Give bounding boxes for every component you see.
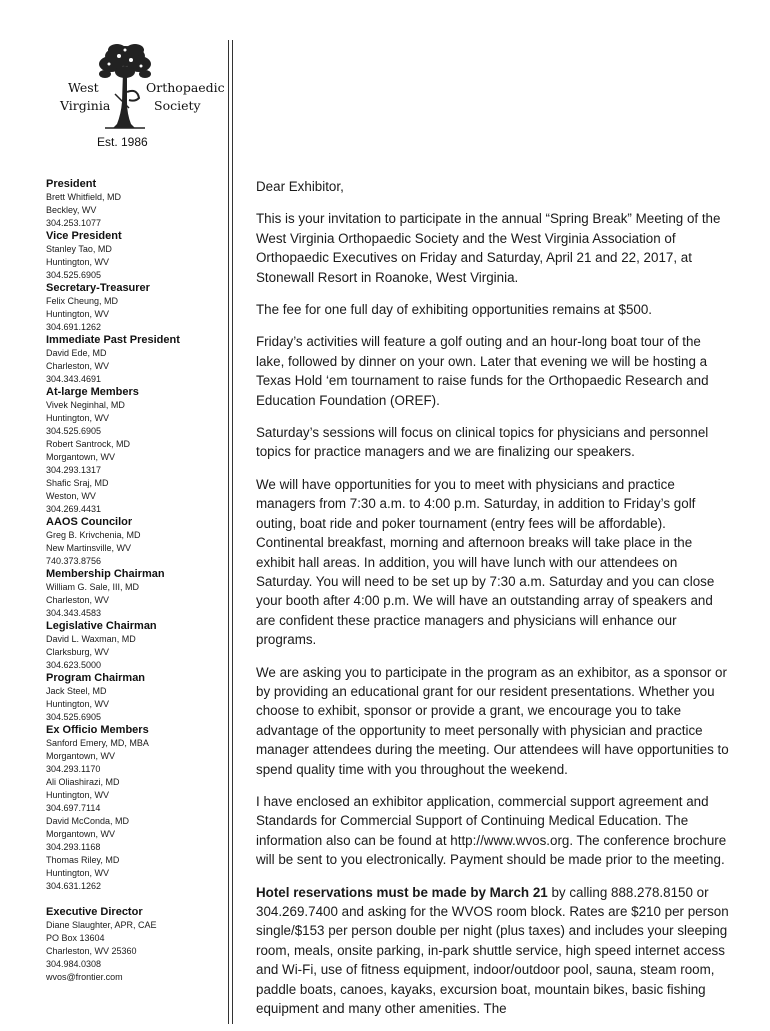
- officer-detail: Huntington, WV: [46, 790, 110, 800]
- officer-detail: Stanley Tao, MD: [46, 244, 112, 254]
- paragraph-enclosures: I have enclosed an exhibitor application, commercial support agreement and Standards for Commercial Support of Continuing Medical Education. The information also can be found at http://www.wvos.org. The conference brochure will be sent to you electronically. Payment should be made prior to the meeting.: [256, 793, 727, 868]
- paragraph-hotel: [256, 883, 732, 1019]
- officer-role: Vice President: [46, 230, 122, 242]
- officer-detail: Felix Cheung, MD: [46, 296, 119, 306]
- officer-detail: Thomas Riley, MD: [46, 855, 120, 865]
- officer-role: Program Chairman: [46, 672, 146, 684]
- officer-detail: 304.293.1317: [46, 465, 102, 475]
- officer-detail: William G. Sale, III, MD: [46, 582, 140, 592]
- logo-word-virginia: Virginia: [60, 98, 111, 113]
- executive-detail: Diane Slaughter, APR, CAE: [46, 920, 157, 930]
- established-year: Est. 1986: [97, 135, 148, 149]
- officer-detail: 304.343.4583: [46, 608, 102, 618]
- officer-detail: 304.697.7114: [46, 803, 101, 813]
- officer-detail: Huntington, WV: [46, 868, 110, 878]
- officer-detail: David L. Waxman, MD: [46, 634, 136, 644]
- officer-detail: 304.269.4431: [46, 504, 102, 514]
- logo-word-society: Society: [154, 98, 201, 113]
- officer-detail: Shafic Sraj, MD: [46, 478, 109, 488]
- officer-detail: Robert Santrock, MD: [46, 439, 131, 449]
- officer-role: AAOS Councilor: [46, 516, 133, 528]
- officer-detail: Brett Whitfield, MD: [46, 192, 122, 202]
- officer-role: At-large Members: [46, 386, 139, 398]
- executive-detail: PO Box 13604: [46, 933, 105, 943]
- officer-detail: Morgantown, WV: [46, 751, 116, 761]
- logo-word-west: West: [68, 80, 99, 95]
- officer-detail: 304.293.1168: [46, 842, 101, 852]
- society-logo: [50, 42, 225, 154]
- executive-detail: Charleston, WV 25360: [46, 946, 137, 956]
- officer-detail: 304.525.6905: [46, 712, 102, 722]
- officer-detail: Huntington, WV: [46, 413, 110, 423]
- logo-word-orthopaedic: Orthopaedic: [146, 80, 225, 95]
- officer-detail: Vivek Neginhal, MD: [46, 400, 125, 410]
- officer-detail: Clarksburg, WV: [46, 647, 110, 657]
- officer-detail: 304.293.1170: [46, 764, 101, 774]
- paragraph-friday: Friday’s activities will feature a golf outing and an hour-long boat tour of the lake, followed by dinner on your own. Later that evening we will be hosting a Texas Hold ‘em tournament to raise funds for the Orthopaedic Research and Education Foundation (OREF).: [256, 334, 709, 408]
- salutation: Dear Exhibitor,: [256, 179, 344, 194]
- paragraph-invitation: This is your invitation to participate in the annual “Spring Break” Meeting of the West Virginia Orthopaedic Society and the West Virginia Association of Orthopaedic Executives on Friday and Saturday, April 21 and 22, 2017, at Stonewall Resort in Roanoke, West Virginia.: [256, 211, 721, 285]
- officer-detail: 304.631.1262: [46, 881, 102, 891]
- officer-role: Ex Officio Members: [46, 724, 149, 736]
- officer-role: President: [46, 178, 97, 190]
- officer-detail: David Ede, MD: [46, 348, 107, 358]
- officer-detail: 304.343.4691: [46, 374, 102, 384]
- paragraph-opportunities: We will have opportunities for you to meet with physicians and practice managers from 7:30 a.m. to 4:00 p.m. Saturday, in addition to Friday’s golf outing, boat ride and poker tournament (entry fees will be affordable). Continental breakfast, morning and afternoon breaks will take place in the exhibit hall areas. In addition, you will have lunch with our attendees on Saturday. You will need to be set up by 7:30 a.m. Saturday and you can close your booth after 4:00 p.m. We will have an outstanding array of speakers and are confident these practice managers and physicians will enhance our programs.: [256, 476, 715, 648]
- officer-detail: Ali Oliashirazi, MD: [46, 777, 120, 787]
- officer-detail: 740.373.8756: [46, 556, 102, 566]
- executive-director-role: Executive Director: [46, 906, 143, 918]
- officer-role: Immediate Past President: [46, 334, 180, 346]
- paragraph-fee: The fee for one full day of exhibiting opportunities remains at $500.: [256, 302, 653, 318]
- officer-detail: 304.691.1262: [46, 322, 102, 332]
- hotel-details: by calling 888.278.8150 or 304.269.7400 and asking for the WVOS room block. Rates are $210 per person single/$153 per person double per night (plus taxes) and includes your sleeping room, meals, onsite parking, in-park shuttle service, high speed internet access and Wi-Fi, use of fitness equipment, indoor/outdoor pool, sauna, steam room, paddle boats, canoes, kayaks, excursion boat, mountain bikes, basic fishing equipment and many other amenities. The: [256, 884, 729, 1017]
- paragraph-saturday: Saturday’s sessions will focus on clinical topics for physicians and personnel topics for practice managers and we are finalizing our speakers.: [256, 425, 709, 460]
- officer-role: Secretary-Treasurer: [46, 282, 150, 294]
- officer-detail: Sanford Emery, MD, MBA: [46, 738, 149, 748]
- letter-body: [256, 177, 732, 1031]
- paragraph-sponsorship: We are asking you to participate in the program as an exhibitor, as a sponsor or by providing an educational grant for our resident presentations. Whether you choose to exhibit, sponsor or provide a grant, we encourage you to take advantage of the opportunity to meet personally with physician and practice manager attendees during the meeting. Our attendees will have opportunities to spend quality time with you throughout the weekend.: [256, 664, 729, 777]
- officer-detail: 304.525.6905: [46, 426, 102, 436]
- officer-detail: New Martinsville, WV: [46, 543, 132, 553]
- officer-roster: [46, 178, 226, 984]
- officer-detail: 304.525.6905: [46, 270, 102, 280]
- officer-role: Membership Chairman: [46, 568, 165, 580]
- officer-detail: Weston, WV: [46, 491, 96, 501]
- executive-detail: 304.984.0308: [46, 959, 102, 969]
- executive-detail: wvos@frontier.com: [46, 972, 123, 982]
- officer-detail: Charleston, WV: [46, 361, 110, 371]
- officer-detail: Huntington, WV: [46, 257, 110, 267]
- divider-line-left: [228, 40, 229, 1024]
- hotel-deadline: Hotel reservations must be made by March 21: [256, 884, 548, 900]
- officer-detail: 304.253.1077: [46, 218, 102, 228]
- officer-detail: Greg B. Krivchenia, MD: [46, 530, 141, 540]
- officer-detail: Jack Steel, MD: [46, 686, 107, 696]
- officer-role: Legislative Chairman: [46, 620, 157, 632]
- officer-detail: Charleston, WV: [46, 595, 110, 605]
- officer-detail: Morgantown, WV: [46, 452, 116, 462]
- officer-detail: Huntington, WV: [46, 699, 110, 709]
- officer-detail: David McConda, MD: [46, 816, 130, 826]
- officer-detail: 304.623.5000: [46, 660, 102, 670]
- roster-spacer: [46, 893, 226, 906]
- divider-line-right: [232, 40, 233, 1024]
- officer-detail: Huntington, WV: [46, 309, 110, 319]
- officer-detail: Beckley, WV: [46, 205, 97, 215]
- officer-detail: Morgantown, WV: [46, 829, 116, 839]
